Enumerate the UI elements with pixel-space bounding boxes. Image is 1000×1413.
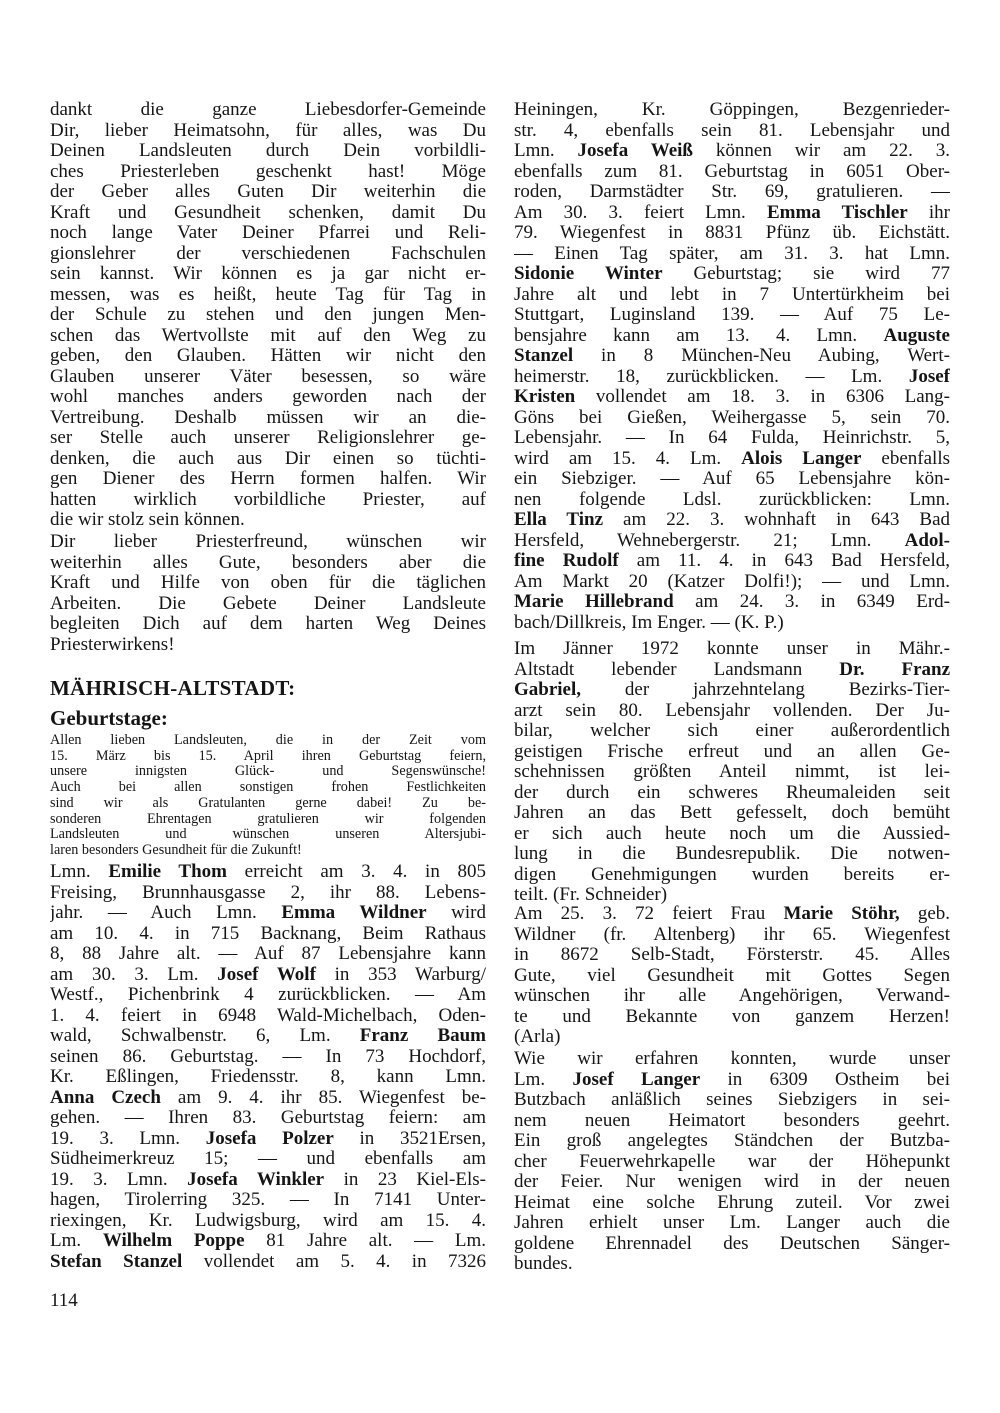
text-run: nen folgende Ldsl. zurückblicken: Lmn.: [514, 489, 950, 510]
bold-name: Kristen: [514, 387, 576, 407]
text-line: [50, 367, 486, 388]
text-line: [50, 573, 486, 594]
text-run: Altstadt lebender Landsmann: [514, 659, 840, 680]
text-line: [514, 945, 950, 966]
text-line: [514, 1193, 950, 1214]
text-run: Heimat eine solche Ehrung zuteil. Vor zwei: [514, 1192, 950, 1213]
text-run: wird am 15. 4. Lm.: [514, 448, 742, 469]
text-run: lung in die Bundesrepublik. Die notwen-: [514, 844, 950, 864]
text-line: [50, 1190, 486, 1211]
text-line: [514, 490, 950, 511]
bold-name: Marie Hillebrand: [514, 592, 674, 612]
text-line: [50, 346, 486, 367]
text-run: Jahren an das Bett gefesselt, doch bemüht: [514, 803, 950, 823]
text-line: [50, 985, 486, 1006]
text-run: wohl manches anders geworden nach der: [50, 387, 486, 407]
text-run: in 8672 Selb-Stadt, Försterstr. 45. Alles: [514, 945, 950, 965]
text-line: [50, 244, 486, 265]
text-run: die wir stolz sein können.: [50, 510, 245, 530]
text-line: [50, 780, 486, 796]
text-line: [50, 223, 486, 244]
text-line: [514, 680, 950, 701]
text-line: [50, 326, 486, 347]
text-line: [514, 572, 950, 593]
text-run: Allen lieben Landsleuten, die in der Zeit vom: [50, 733, 486, 748]
text-run: str. 4, ebenfalls sein 81. Lebensjahr und: [514, 120, 950, 141]
text-run: Lm.: [50, 1231, 103, 1251]
text-line: [514, 1213, 950, 1234]
paragraph-priest-tribute: [50, 100, 486, 531]
text-line: [514, 387, 950, 408]
text-line: [514, 844, 950, 865]
text-line: [50, 614, 486, 635]
text-run: schen das Wertvollste mit auf den Weg zu: [50, 325, 486, 346]
text-run: wünschen ihr alle Angehörigen, Verwand-: [514, 986, 950, 1006]
text-line: [514, 1254, 950, 1275]
text-line: [514, 986, 950, 1007]
text-run: goldene Ehrennadel des Deutschen Sänger-: [514, 1233, 950, 1254]
text-line: [50, 1026, 486, 1047]
paragraph-marie-stoehr: [514, 904, 950, 1048]
text-line: [514, 925, 950, 946]
text-line: [514, 141, 950, 162]
text-run: messen, was es heißt, heute Tag für Tag in: [50, 284, 486, 305]
text-line: [514, 1111, 950, 1132]
text-run: geben, den Glauben. Hätten wir nicht den: [50, 346, 486, 366]
text-line: [50, 121, 486, 142]
text-line: [50, 408, 486, 429]
text-line: [50, 264, 486, 285]
text-line: [514, 223, 950, 244]
text-line: [514, 660, 950, 681]
text-line: [514, 885, 950, 906]
text-line: [514, 469, 950, 490]
paragraph-priest-wishes: [50, 532, 486, 655]
text-line: [50, 883, 486, 904]
text-run: hagen, Tirolerring 325. — In 7141 Unter-: [50, 1190, 486, 1210]
text-line: [514, 203, 950, 224]
text-line: [514, 783, 950, 804]
text-run: sind wir als Gratulanten gerne dabei! Zu be-: [50, 795, 486, 811]
text-line: [50, 532, 486, 553]
text-run: Stuttgart, Luginsland 139. — Auf 75 Le-: [514, 305, 950, 325]
text-run: Glauben unserer Väter besessen, so wäre: [50, 366, 486, 387]
text-line: [514, 966, 950, 987]
text-run: Wie wir erfahren konnten, wurde unser: [514, 1049, 950, 1069]
text-run: 8, 88 Jahre alt. — Auf 87 Lebensjahre kann: [50, 944, 486, 964]
text-line: [50, 100, 486, 121]
bold-name: Gabriel,: [514, 680, 582, 700]
text-line: [50, 387, 486, 408]
text-run: Wildner (fr. Altenberg) ihr 65. Wiegenfest: [514, 924, 950, 945]
text-line: [514, 762, 950, 783]
text-run: ebenfalls zum 81. Geburtstag in 6051 Ober-: [514, 161, 950, 182]
text-run: ein Siebziger. — Auf 65 Lebensjahre kön-: [514, 469, 950, 489]
text-run: (Arla): [514, 1027, 561, 1047]
text-run: sein kannst. Wir können es ja gar nicht er-: [50, 264, 486, 284]
subsection-heading: Geburtstage:: [50, 706, 168, 730]
text-line: [514, 531, 950, 552]
text-run: geb.: [899, 904, 950, 924]
text-line: [514, 639, 950, 660]
text-run: dankt die ganze Liebesdorfer-Gemeinde: [50, 100, 486, 120]
text-run: am 30. 3. Lm.: [50, 964, 218, 985]
text-run: 19. 3. Lmn.: [50, 1128, 206, 1149]
text-line: [50, 944, 486, 965]
text-run: Kraft und Gesundheit schenken, damit Du: [50, 202, 486, 223]
text-line: [514, 1234, 950, 1255]
text-run: 1. 4. feiert in 6948 Wald-Michelbach, Oden-: [50, 1005, 486, 1026]
birthday-intro: [50, 733, 486, 859]
text-run: am 24. 3. in 6349 Erd-: [673, 592, 950, 612]
text-line: [514, 1007, 950, 1028]
text-run: Dir lieber Priesterfreund, wünschen wir: [50, 532, 486, 552]
bold-name: Franz Baum: [359, 1026, 486, 1046]
text-run: Freising, Brunnhausgasse 2, ihr 88. Lebens-: [50, 882, 486, 903]
text-run: 81 Jahre alt. — Lm.: [244, 1231, 486, 1251]
text-line: [50, 1067, 486, 1088]
bold-name: Anna Czech: [50, 1087, 161, 1108]
text-line: [514, 1070, 950, 1091]
text-line: [514, 326, 950, 347]
text-run: Am 30. 3. feiert Lmn.: [514, 202, 767, 223]
text-run: Deinen Landsleuten durch Dein vorbildli-: [50, 141, 486, 161]
text-line: [50, 305, 486, 326]
text-run: denken, die auch aus Dir einen so tüchti-: [50, 448, 486, 469]
text-run: wird: [426, 903, 486, 923]
text-run: ebenfalls: [861, 448, 950, 469]
text-line: [50, 733, 486, 749]
text-run: in 8 München-Neu Aubing, Wert-: [573, 346, 950, 366]
text-run: bilar, welcher sich einer außerordentlich: [514, 721, 950, 741]
text-run: cher Feuerwehrkapelle war der Höhepunkt: [514, 1151, 950, 1172]
text-run: am 9. 4. ihr 85. Wiegenfest be-: [160, 1087, 486, 1108]
text-run: Kraft und Hilfe von oben für die täglichen: [50, 573, 486, 593]
text-run: Geburtstag; sie wird 77: [662, 264, 950, 284]
text-run: der Geber alles Guten Dir weiterhin die: [50, 182, 486, 202]
bold-name: Alois Langer: [741, 448, 862, 469]
page-number: 114: [50, 1290, 78, 1311]
text-run: er sich auch heute noch um die Aussied-: [514, 823, 950, 844]
text-run: am 10. 4. in 715 Backnang, Beim Rathaus: [50, 923, 486, 944]
text-line: [514, 449, 950, 470]
text-run: Kr. Eßlingen, Friedensstr. 8, kann Lmn.: [50, 1067, 486, 1087]
text-run: Auch bei allen sonstigen frohen Festlichkeiten: [50, 780, 486, 796]
text-line: [50, 510, 486, 531]
text-run: noch lange Vater Deiner Pfarrei und Reli-: [50, 223, 486, 243]
text-run: am 11. 4. in 643 Bad Hersfeld,: [618, 551, 950, 571]
text-run: Lmn.: [514, 141, 578, 161]
text-line: [50, 141, 486, 162]
birthday-list: [50, 862, 486, 1272]
text-run: gehen. — Ihren 83. Geburtstag feiern: am: [50, 1108, 486, 1128]
text-line: [50, 1231, 486, 1252]
text-run: der durch ein schweres Rheumaleiden seit: [514, 782, 950, 803]
text-run: 79. Wiegenfest in 8831 Pfünz üb. Eichstätt.: [514, 223, 950, 243]
text-line: [514, 408, 950, 429]
text-run: Südheimerkreuz 15; — und ebenfalls am: [50, 1149, 486, 1169]
text-line: [514, 613, 950, 634]
text-line: [514, 551, 950, 572]
text-line: [514, 100, 950, 121]
paragraph-dr-franz-gabriel: [514, 639, 950, 906]
text-line: [514, 1090, 950, 1111]
bold-name: Marie Stöhr,: [783, 904, 900, 924]
bold-name: Wilhelm Poppe: [102, 1231, 245, 1251]
text-line: [50, 812, 486, 828]
text-run: der Feier. Nur wenigen wird in der neuen: [514, 1172, 950, 1192]
text-line: [50, 162, 486, 183]
text-run: Im Jänner 1972 konnte unser in Mähr.-: [514, 639, 950, 659]
text-line: [50, 203, 486, 224]
text-line: [50, 796, 486, 812]
text-run: in 6309 Ostheim bei: [700, 1069, 950, 1090]
bold-name: Adol-: [904, 530, 950, 551]
text-run: digen Genehmigungen wurden bereits er-: [514, 864, 950, 885]
text-run: Lebensjahr. — In 64 Fulda, Heinrichstr. 5,: [514, 428, 950, 448]
text-run: wald, Schwalbenstr. 6, Lm.: [50, 1026, 360, 1046]
text-line: [514, 1152, 950, 1173]
text-run: riexingen, Kr. Ludwigsburg, wird am 15. 4.: [50, 1210, 486, 1231]
text-line: [50, 1129, 486, 1150]
text-run: Dir, lieber Heimatsohn, für alles, was Du: [50, 120, 486, 141]
text-run: Ein groß angelegtes Ständchen der Butzba-: [514, 1131, 950, 1151]
text-line: [50, 1211, 486, 1232]
text-run: Göns bei Gießen, Weihergasse 5, sein 70.: [514, 407, 950, 428]
text-line: [50, 490, 486, 511]
text-run: ihr: [907, 202, 950, 223]
text-run: hatten wirklich vorbildliche Priester, auf: [50, 489, 486, 510]
text-line: [50, 553, 486, 574]
text-line: [514, 1049, 950, 1070]
text-line: [514, 1027, 950, 1048]
text-line: [50, 1088, 486, 1109]
text-line: [514, 1131, 950, 1152]
text-run: Westf., Pichenbrink 4 zurückblicken. — Am: [50, 985, 486, 1005]
section-heading: MÄHRISCH-ALTSTADT:: [50, 676, 296, 700]
text-line: [50, 428, 486, 449]
text-run: Am 25. 3. 72 feiert Frau: [514, 904, 784, 924]
text-line: [514, 803, 950, 824]
text-line: [50, 635, 486, 656]
text-run: in 23 Kiel-Els-: [324, 1169, 486, 1190]
text-line: [514, 305, 950, 326]
text-run: bensjahre kann am 13. 4. Lmn.: [514, 325, 884, 346]
paragraph-josef-langer: [514, 1049, 950, 1275]
text-run: in 353 Warburg/: [315, 964, 486, 985]
text-line: [50, 594, 486, 615]
text-run: Heiningen, Kr. Göppingen, Bezgenrieder-: [514, 100, 950, 120]
text-run: geistigen Frische erfreut und an allen Ge-: [514, 741, 950, 762]
bold-name: Emilie Thom: [108, 862, 227, 882]
text-line: [50, 1006, 486, 1027]
text-run: in 3521Ersen,: [333, 1128, 486, 1149]
text-run: Gute, viel Gesundheit mit Gottes Segen: [514, 965, 950, 986]
bold-name: Emma Wildner: [281, 903, 427, 923]
text-line: [514, 701, 950, 722]
bold-name: Stefan Stanzel: [50, 1251, 183, 1272]
text-run: Vertreibung. Deshalb müssen wir an die-: [50, 407, 486, 428]
text-line: [50, 1170, 486, 1191]
bold-name: Josef Langer: [572, 1069, 701, 1090]
text-line: [514, 824, 950, 845]
text-run: sonderen Ehrentagen gratulieren wir folgenden: [50, 811, 486, 827]
text-run: gionslehrer der verschiedenen Fachschulen: [50, 243, 486, 264]
text-run: — Einen Tag später, am 31. 3. hat Lmn.: [514, 243, 950, 264]
bold-name: fine Rudolf: [514, 551, 619, 571]
bold-name: Josefa Winkler: [187, 1169, 325, 1190]
bold-name: Auguste: [883, 325, 950, 346]
text-line: [50, 843, 486, 859]
bold-name: Ella Tinz: [514, 510, 604, 530]
text-line: [514, 367, 950, 388]
text-run: Hersfeld, Wehnebergerstr. 21; Lmn.: [514, 530, 905, 551]
text-line: [50, 182, 486, 203]
text-line: [514, 182, 950, 203]
text-run: Lm.: [514, 1069, 573, 1090]
text-line: [514, 285, 950, 306]
text-line: [514, 346, 950, 367]
text-run: teilt. (Fr. Schneider): [514, 885, 668, 905]
text-line: [50, 1252, 486, 1273]
text-line: [50, 764, 486, 780]
text-run: vollendet am 18. 3. in 6306 Lang-: [575, 387, 950, 407]
text-line: [514, 592, 950, 613]
text-run: der Schule zu stehen und den jungen Men-: [50, 305, 486, 325]
text-run: bach/Dillkreis, Im Enger. — (K. P.): [514, 612, 784, 633]
text-run: Jahren erhielt unser Lm. Langer auch die: [514, 1213, 950, 1233]
text-run: Priesterwirkens!: [50, 634, 175, 655]
text-line: [514, 865, 950, 886]
text-run: jahr. — Auch Lmn.: [50, 903, 282, 923]
text-run: weiterhin alles Gute, besonders aber die: [50, 552, 486, 573]
bold-name: Sidonie Winter: [514, 264, 663, 284]
text-line: [50, 1149, 486, 1170]
bold-name: Emma Tischler: [766, 202, 908, 223]
text-run: seinen 86. Geburtstag. — In 73 Hochdorf,: [50, 1046, 486, 1067]
text-run: Lmn.: [50, 862, 109, 882]
text-run: te und Bekannte von ganzem Herzen!: [514, 1006, 950, 1027]
bold-name: Josef Wolf: [217, 964, 316, 985]
text-run: unsere innigsten Glück- und Segenswünsche!: [50, 764, 486, 780]
text-line: [50, 1047, 486, 1068]
text-run: nem neuen Heimatort besonders geehrt.: [514, 1110, 950, 1131]
bold-name: Dr. Franz: [839, 659, 950, 680]
text-line: [50, 469, 486, 490]
bold-name: Stanzel: [514, 346, 574, 366]
text-run: ches Priesterleben geschenkt hast! Möge: [50, 161, 486, 182]
text-run: Landsleuten und wünschen unseren Altersjubi-: [50, 827, 486, 843]
text-line: [50, 862, 486, 883]
text-run: arzt sein 80. Lebensjahr vollenden. Der Ju-: [514, 700, 950, 721]
text-run: heimerstr. 18, zurückblicken. — Lm.: [514, 366, 909, 387]
text-run: begleiten Dich auf dem harten Weg Deines: [50, 614, 486, 634]
text-line: [514, 721, 950, 742]
text-line: [514, 904, 950, 925]
bold-name: Josefa Weiß: [577, 141, 693, 161]
text-line: [50, 903, 486, 924]
text-line: [50, 965, 486, 986]
text-run: roden, Darmstädter Str. 69, gratulieren. —: [514, 182, 950, 202]
text-run: schehnissen größten Anteil nimmt, ist lei-: [514, 762, 950, 782]
text-line: [514, 121, 950, 142]
text-run: ser Stelle auch unserer Religionslehrer ge-: [50, 428, 486, 448]
text-line: [514, 1172, 950, 1193]
text-run: bundes.: [514, 1254, 573, 1274]
text-run: 19. 3. Lmn.: [50, 1169, 188, 1190]
text-run: laren besonders Gesundheit für die Zukunft!: [50, 842, 302, 858]
text-run: vollendet am 5. 4. in 7326: [182, 1251, 486, 1272]
text-line: [50, 449, 486, 470]
text-run: erreicht am 3. 4. in 805: [226, 862, 486, 882]
text-run: Jahre alt und lebt in 7 Untertürkheim bei: [514, 284, 950, 305]
text-line: [514, 162, 950, 183]
text-line: [50, 924, 486, 945]
bold-name: Josef: [908, 366, 950, 387]
birthday-list-continued: [514, 100, 950, 633]
text-line: [514, 510, 950, 531]
bold-name: Josefa Polzer: [205, 1128, 334, 1149]
text-run: der jahrzehntelang Bezirks-Tier-: [581, 680, 950, 700]
text-run: Arbeiten. Die Gebete Deiner Landsleute: [50, 593, 486, 614]
text-run: Am Markt 20 (Katzer Dolfi!); — und Lmn.: [514, 571, 950, 592]
text-line: [50, 1108, 486, 1129]
text-run: können wir am 22. 3.: [693, 141, 950, 161]
text-run: gen Diener des Herrn formen halfen. Wir: [50, 469, 486, 489]
text-line: [50, 285, 486, 306]
text-run: 15. März bis 15. April ihren Geburtstag feiern,: [50, 748, 486, 764]
text-line: [514, 742, 950, 763]
text-line: [514, 244, 950, 265]
text-line: [50, 827, 486, 843]
text-line: [514, 264, 950, 285]
text-line: [50, 749, 486, 765]
text-run: Butzbach anläßlich seines Siebzigers in sei-: [514, 1090, 950, 1110]
text-line: [514, 428, 950, 449]
text-run: am 22. 3. wohnhaft in 643 Bad: [603, 510, 950, 530]
